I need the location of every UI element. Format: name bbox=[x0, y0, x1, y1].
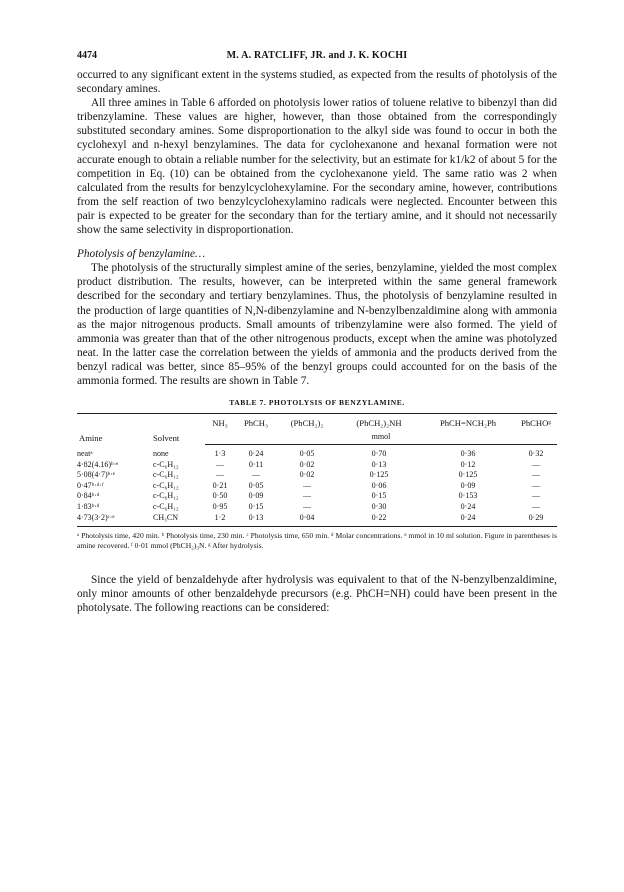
table-cell: — bbox=[532, 470, 540, 480]
paragraph-benzaldehyde: Since the yield of benzaldehyde after hydrolysis was equivalent to that of the N-benzylbenzaldimine, only minor amounts of other benzaldehyde precursors (e.g. PhCH=NH) could have been present in the photolysate. The following reactions can be considered: bbox=[77, 574, 557, 615]
section-subheading: Photolysis of benzylamine… bbox=[77, 248, 206, 261]
table-cell: — bbox=[303, 502, 311, 512]
table-row bbox=[77, 445, 557, 460]
table-cell: 0·84ᵇ·ᵈ bbox=[77, 491, 100, 501]
table-cell: — bbox=[216, 470, 224, 480]
column-header: Amine bbox=[77, 414, 151, 445]
table-cell: 1·2 bbox=[205, 513, 235, 527]
table-row bbox=[77, 470, 557, 481]
table-cell: — bbox=[303, 480, 311, 490]
column-header: NH₃ bbox=[205, 414, 235, 431]
column-header: (PhCH₂)₂ bbox=[277, 414, 337, 431]
table-cell: 0·30 bbox=[371, 502, 387, 512]
table-cell: neatᵃ bbox=[77, 448, 93, 458]
paragraph-benzylamine-photolysis: The photolysis of the structurally simplest amine of the series, benzylamine, yielded the most complex product distribution. The results, however, can be interpreted within the same general framework described for the secondary and tertiary benzylamines. Thus, the photolysis of benzylamine resulted in the production of large quantities of N,N-dibenzylamine and N-benzylbenzaldimine along with ammonia as the major nitrogenous products. Small amounts of tribenzylamine were also formed. The yield of ammonia was greater than that of the other nitrogenous products, except when the amine was photolyzed neat. In the latter case the correlation between the yields of ammonia and the products derived from the benzyl radical was better, since 85–95% of the benzyl groups could accounted for on the basis of the ammonia formed. The results are shown in Table 7. bbox=[77, 262, 557, 387]
table-cell: — bbox=[252, 470, 260, 480]
column-header: PhCH=NCH₂Ph bbox=[421, 414, 515, 431]
table-cell: 0·12 bbox=[460, 459, 476, 469]
table-row bbox=[77, 491, 557, 502]
table-cell: 1·3 bbox=[214, 449, 226, 459]
table-cell: c-C₆H₁₂ bbox=[153, 480, 179, 490]
table-cell: 0·47ᵇ·ᵈ·ᶠ bbox=[77, 480, 104, 490]
table-cell: 0·15 bbox=[371, 491, 387, 501]
table-cell: 0·125 bbox=[369, 470, 389, 480]
table-cell: c-C₆H₁₂ bbox=[153, 491, 179, 501]
table-cell: 0·95 bbox=[212, 502, 228, 512]
column-header: (PhCH₂)₂NH bbox=[337, 414, 421, 431]
table-cell: — bbox=[216, 459, 224, 469]
column-header: PhCHOᵍ bbox=[515, 414, 557, 431]
table-cell: c-C₆H₁₂ bbox=[153, 502, 179, 512]
page bbox=[77, 50, 557, 616]
table-cell: 0·32 bbox=[528, 449, 544, 459]
table-cell: 0·24 bbox=[460, 502, 476, 512]
table-cell: 0·09 bbox=[248, 491, 264, 501]
paragraph-table6-discussion: All three amines in Table 6 afforded on photolysis lower ratios of toluene relative to bibenzyl than did tribenzylamine. These values are higher, however, than those obtained from the correspondingly substituted secondary amines. Some disproportionation to the alkyl side was found to occur in both the cyclohexyl and n-hexyl benzylamines. The data for cyclohexanone and hexanal formation were not accurate enough to obtain a reliable number for the selectivity, but an estimate for k1/k2 of about 5 for the competition in Eq. (10) can be obtained from the cyclohexanone yield. The same ratio was 2 when calculated from the results for benzylcyclohexylamine. For the secondary amine, however, contributions from the self reaction of two benzylcyclohexylamino radicals were neglected. Encounter between this pair is expected to be greater for the secondary than for the tertiary amine, and it should not necessarily show the same selectivity in disproportionation. bbox=[77, 97, 557, 237]
table-cell: 0·02 bbox=[299, 470, 315, 480]
units-label bbox=[205, 430, 557, 445]
table-cell: 0·24 bbox=[248, 449, 264, 459]
table-cell: 0·05 bbox=[248, 480, 264, 490]
author-header: M. A. RATCLIFF, JR. and J. K. KOCHI bbox=[226, 50, 408, 61]
table-cell: 0·02 bbox=[299, 459, 315, 469]
table-cell: 0·29 bbox=[515, 513, 557, 527]
table-cell: c-C₆H₁₂ bbox=[153, 459, 179, 469]
table-cell: 0·50 bbox=[212, 491, 228, 501]
table-cell: CH₃CN bbox=[151, 513, 205, 527]
table-cell: 0·24 bbox=[421, 513, 515, 527]
table-cell: — bbox=[303, 491, 311, 501]
table-cell: c-C₆H₁₂ bbox=[153, 470, 179, 480]
column-header: Solvent bbox=[151, 414, 205, 445]
table-row bbox=[77, 481, 557, 492]
table-cell: 0·11 bbox=[248, 459, 264, 469]
table-cell: 0·70 bbox=[371, 449, 387, 459]
table-cell: none bbox=[153, 448, 169, 458]
table-row bbox=[77, 513, 557, 527]
table-cell: 0·36 bbox=[460, 449, 476, 459]
table-cell: 4·73(3·2)ᶜ·ᵉ bbox=[77, 513, 151, 527]
table-cell: 4·82(4.16)ᵇ·ᵉ bbox=[77, 459, 119, 469]
table-cell: 0·04 bbox=[277, 513, 337, 527]
running-head bbox=[77, 50, 557, 68]
table-cell: 0·153 bbox=[458, 491, 478, 501]
table-cell: 5·08(4·7)ᵇ·ᵉ bbox=[77, 470, 115, 480]
table-cell: — bbox=[532, 491, 540, 501]
table-footnotes: ᵃ Photolysis time, 420 min. ᵇ Photolysis time, 230 min. ᶜ Photolysis time, 650 min. ᵈ Molar concentrations. ᵉ mmol in 10 ml solution. Figure in parentheses is amine recovered. ᶠ 0·01 mmol (PhCH₂)₃N. ᵍ After hydrolysis. bbox=[77, 531, 557, 551]
table-cell: 0·09 bbox=[460, 480, 476, 490]
table-title: TABLE 7. PHOTOLYSIS OF BENZYLAMINE. bbox=[229, 398, 405, 408]
column-header: PhCH₃ bbox=[235, 414, 277, 431]
units-text: mmol bbox=[371, 432, 391, 442]
table-cell: 0·06 bbox=[371, 480, 387, 490]
table-row bbox=[77, 460, 557, 471]
table-cell: 0·22 bbox=[337, 513, 421, 527]
table-cell: 0·13 bbox=[235, 513, 277, 527]
table-cell: 0·21 bbox=[212, 480, 228, 490]
table-cell: — bbox=[532, 480, 540, 490]
page-number: 4474 bbox=[77, 50, 97, 61]
table-row bbox=[77, 502, 557, 513]
table-cell: 0·15 bbox=[248, 502, 264, 512]
table-cell: 0·125 bbox=[458, 470, 478, 480]
table-cell: 1·83ᵇ·ᵈ bbox=[77, 502, 100, 512]
table-cell: 0·13 bbox=[371, 459, 387, 469]
paragraph-continued: occurred to any significant extent in the systems studied, as expected from the results of photolysis of the secondary amines. bbox=[77, 69, 557, 96]
table-cell: 0·05 bbox=[299, 449, 315, 459]
table-cell: — bbox=[532, 502, 540, 512]
table-cell: — bbox=[532, 459, 540, 469]
data-table bbox=[77, 413, 557, 527]
